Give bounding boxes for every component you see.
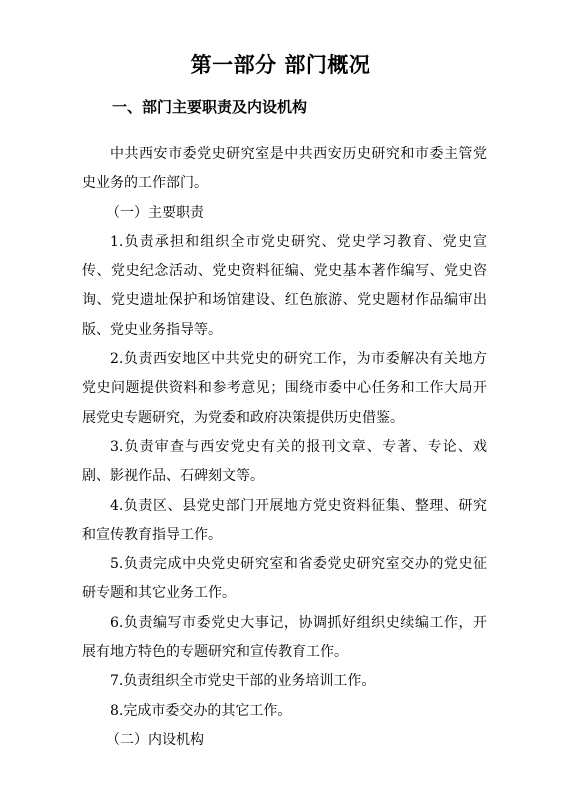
intro-paragraph: 中共西安市委党史研究室是中共西安历史研究和市委主管党史业务的工作部门。 bbox=[82, 146, 487, 192]
section-heading: 一、部门主要职责及内设机构 bbox=[112, 98, 308, 116]
duty-item-4: 4.负责区、县党史部门开展地方党史资料征集、整理、研究和宣传教育指导工作。 bbox=[82, 497, 487, 543]
duty-item-8: 8.完成市委交办的其它工作。 bbox=[110, 702, 292, 719]
duty-item-7: 7.负责组织全市党史干部的业务培训工作。 bbox=[110, 673, 376, 690]
duty-item-6: 6.负责编写市委党史大事记，协调抓好组织史续编工作，开展有地方特色的专题研究和宣传教育工作。 bbox=[82, 614, 487, 661]
duty-item-3: 3.负责审查与西安党史有关的报刊文章、专著、专论、戏剧、影视作品、石碑刻文等。 bbox=[82, 438, 487, 485]
page-title: 第一部分 部门概况 bbox=[190, 52, 371, 77]
duties-heading: （一）主要职责 bbox=[106, 204, 204, 221]
duty-item-5: 5.负责完成中央党史研究室和省委党史研究室交办的党史征研专题和其它业务工作。 bbox=[82, 556, 487, 602]
structure-heading: （二）内设机构 bbox=[106, 731, 204, 748]
duty-item-2: 2.负责西安地区中共党史的研究工作，为市委解决有关地方党史问题提供资料和参考意见；围绕市委中心任务和工作大局开展党史专题研究，为党委和政府决策提供历史借鉴。 bbox=[82, 351, 487, 426]
duty-item-1: 1.负责承担和组织全市党史研究、党史学习教育、党史宣传、党史纪念活动、党史资料征编、党史基本著作编写、党史咨询、党史遗址保护和场馆建设、红色旅游、党史题材作品编审出版、党史业务指导等。 bbox=[82, 233, 487, 338]
document-body bbox=[82, 140, 487, 755]
